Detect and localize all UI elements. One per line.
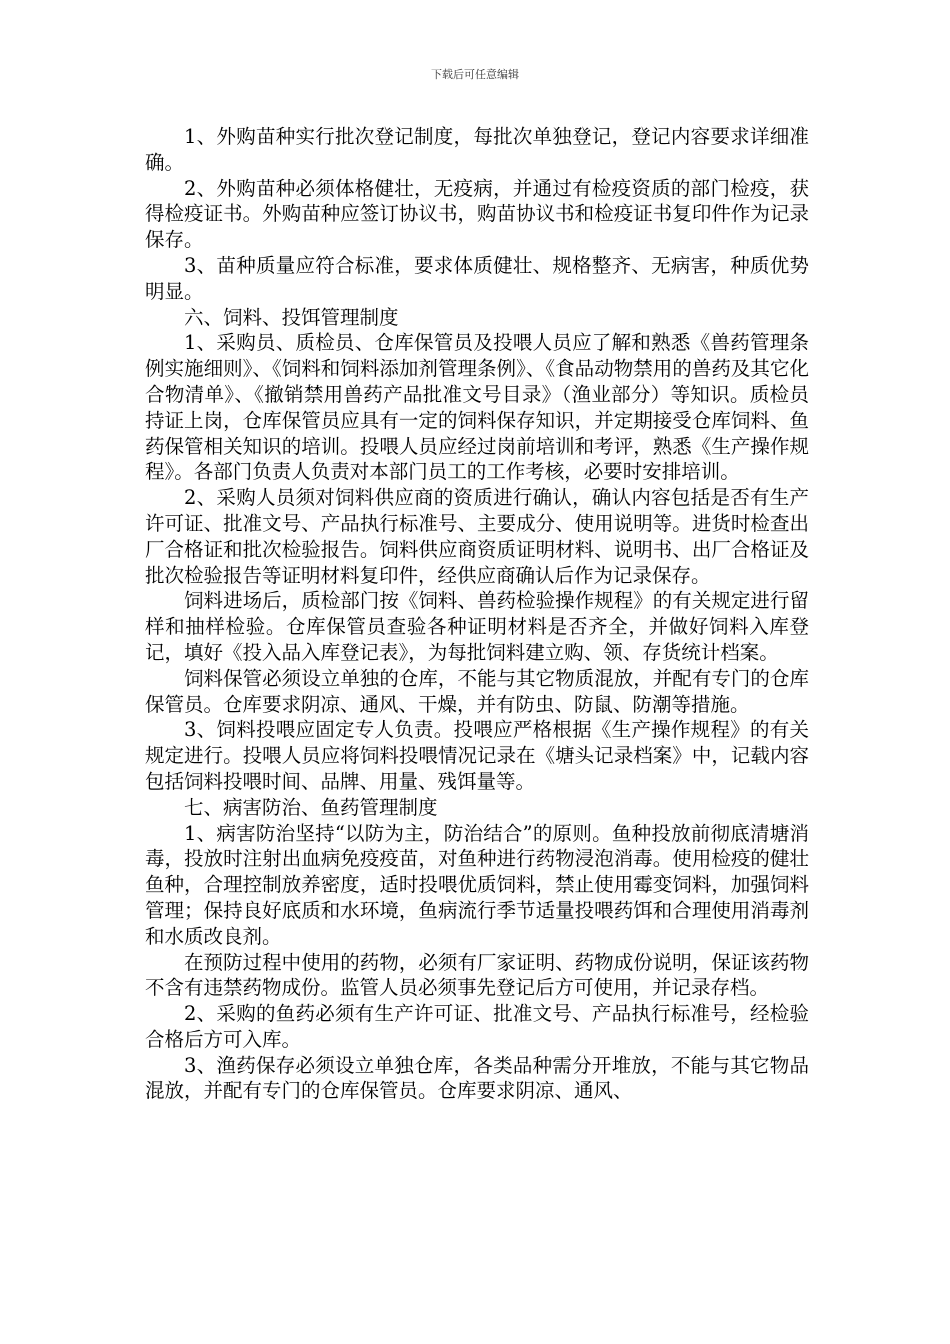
paragraph: 2、外购苗种必须体格健壮，无疫病，并通过有检疫资质的部门检疫，获得检疫证书。外购苗种应签订协议书，购苗协议书和检疫证书复印件作为记录保存。 <box>145 176 809 252</box>
paragraph: 2、采购的鱼药必须有生产许可证、批准文号、产品执行标准号，经检验合格后方可入库。 <box>145 1002 809 1051</box>
section-heading: 七、病害防治、鱼药管理制度 <box>184 795 438 819</box>
paragraph: 2、采购人员须对饲料供应商的资质进行确认，确认内容包括是否有生产许可证、批准文号、产品执行标准号、主要成分、使用说明等。进货时检查出厂合格证和批次检验报告。饲料供应商资质证明材料、说明书、出厂合格证及批次检验报告等证明材料复印件，经供应商确认后作为记录保存。 <box>145 486 809 587</box>
paragraph: 饲料进场后，质检部门按《饲料、兽药检验操作规程》的有关规定进行留样和抽样检验。仓库保管员查验各种证明材料是否齐全，并做好饲料入库登记，填好《投入品入库登记表》，为每批饲料建立购、领、存货统计档案。 <box>145 589 809 664</box>
paragraph: 1、采购员、质检员、仓库保管员及投喂人员应了解和熟悉《兽药管理条例实施细则》、《饲料和饲料添加剂管理条例》、《食品动物禁用的兽药及其它化合物清单》、《撤销禁用兽药产品批准文号目录》（渔业部分）等知识。质检员持证上岗，仓库保管员应具有一定的饲料保存知识，并定期接受仓库饲料、鱼药保管相关知识的培训。投喂人员应经过岗前培训和考评，熟悉《生产操作规程》。各部门负责人负责对本部门员工的工作考核，必要时安排培训。 <box>145 331 809 484</box>
header-note: 下载后可任意编辑 <box>431 68 519 81</box>
paragraph: 3、饲料投喂应固定专人负责。投喂应严格根据《生产操作规程》的有关规定进行。投喂人员应将饲料投喂情况记录在《塘头记录档案》中，记载内容包括饲料投喂时间、品牌、用量、残饵量等。 <box>145 718 809 793</box>
paragraph: 3、苗种质量应符合标准，要求体质健壮、规格整齐、无病害，种质优势明显。 <box>145 253 809 303</box>
paragraph: 饲料保管必须设立单独的仓库，不能与其它物质混放，并配有专门的仓库保管员。仓库要求阴凉、通风、干燥，并有防虫、防鼠、防潮等措施。 <box>145 666 809 716</box>
body-text <box>145 124 809 1104</box>
paragraph: 3、渔药保存必须设立单独仓库，各类品种需分开堆放，不能与其它物品混放，并配有专门的仓库保管员。仓库要求阴凉、通风、 <box>145 1053 809 1103</box>
section-heading: 六、饲料、投饵管理制度 <box>184 305 399 329</box>
paragraph: 1、病害防治坚持“以防为主，防治结合”的原则。鱼种投放前彻底清塘消毒，投放时注射出血病免疫疫苗，对鱼种进行药物浸泡消毒。使用检疫的健壮鱼种，合理控制放养密度，适时投喂优质饲料，禁止使用霉变饲料，加强饲料管理；保持良好底质和水环境，鱼病流行季节适量投喂药饵和合理使用消毒剂和水质改良剂。 <box>145 821 809 948</box>
paragraph: 在预防过程中使用的药物，必须有厂家证明、药物成份说明，保证该药物不含有违禁药物成份。监管人员必须事先登记后方可使用，并记录存档。 <box>145 950 809 1000</box>
paragraph: 1、外购苗种实行批次登记制度，每批次单独登记，登记内容要求详细准确。 <box>145 125 809 174</box>
